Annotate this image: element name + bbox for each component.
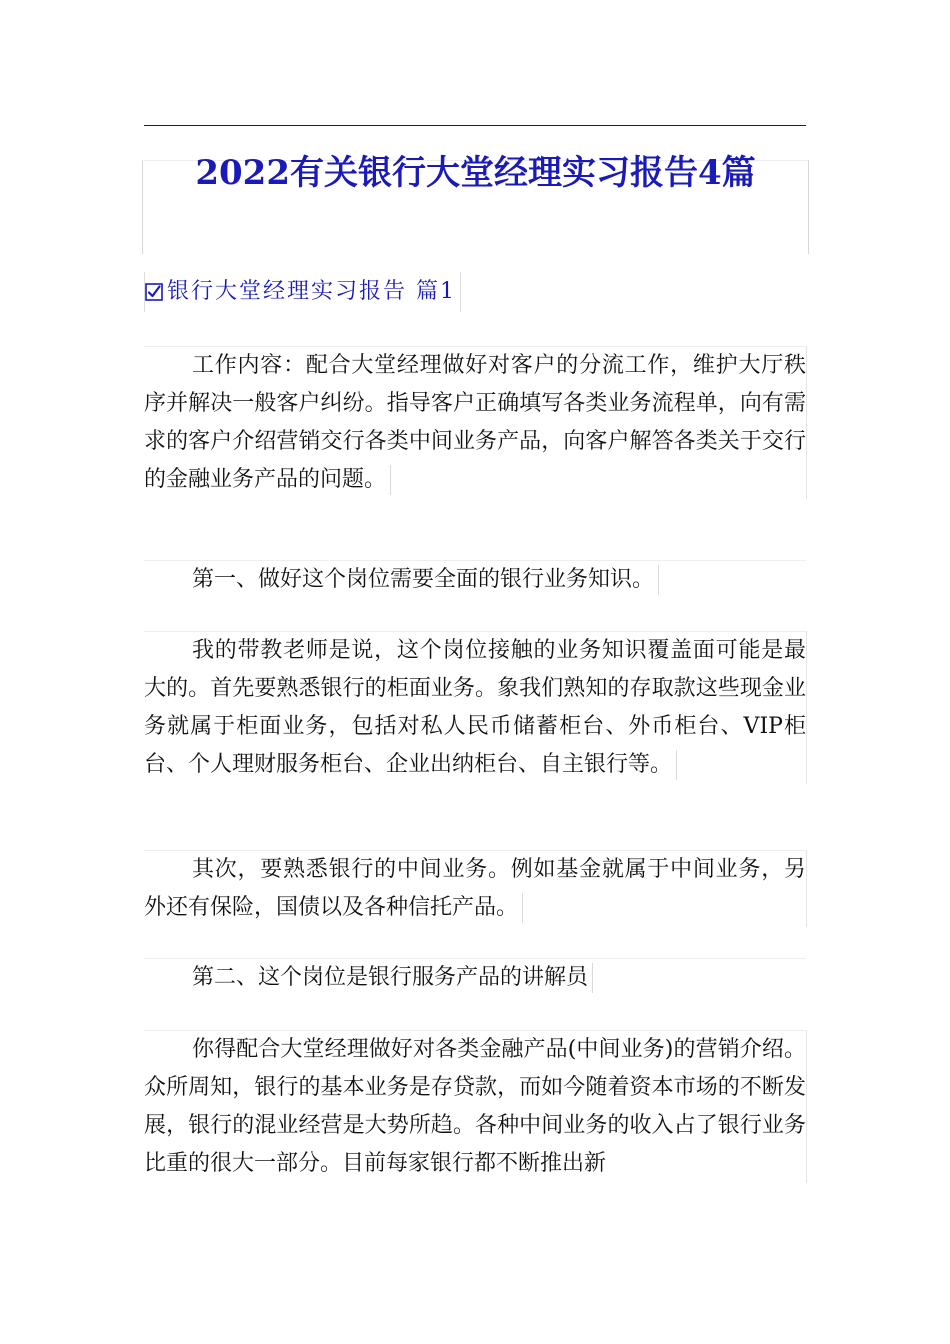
checkbox-checked-icon [145,283,163,301]
header-rule [144,125,806,126]
paragraph-point-two [144,958,806,997]
paragraph-intermediate-business [144,850,807,927]
paragraph-end-mark [658,565,659,595]
paragraph-end-mark [522,893,523,923]
section-heading-text: 银行大堂经理实习报告 篇1 [167,279,456,304]
paragraph-end-mark [390,465,391,495]
paragraph-point-one [144,560,806,599]
section-heading [144,272,461,312]
paragraph-counter-business [144,631,807,784]
paragraph-end-mark [592,963,593,993]
paragraph-work-content [144,346,807,499]
paragraph-text: 工作内容：配合大堂经理做好对客户的分流工作，维护大厅秩序并解决一般客户纠纷。指导客户正确填写各类业务流程单，向有需求的客户介绍营销交行各类中间业务产品，向客户解答各类关于交行的金融业务产品的问题。 [144,353,806,492]
document-title: 2022有关银行大堂经理实习报告4篇 [195,153,756,193]
paragraph-text: 我的带教老师是说，这个岗位接触的业务知识覆盖面可能是最大的。首先要熟悉银行的柜面业务。象我们熟知的存取款这些现金业务就属于柜面业务，包括对私人民币储蓄柜台、外币柜台、VIP柜台、个人理财服务柜台、企业出纳柜台、自主银行等。 [144,638,806,777]
paragraph-text: 第二、这个岗位是银行服务产品的讲解员 [192,965,589,990]
paragraph-text: 其次，要熟悉银行的中间业务。例如基金就属于中间业务，另外还有保险，国债以及各种信托产品。 [144,857,806,920]
paragraph-product-marketing [144,1030,807,1183]
paragraph-text: 第一、做好这个岗位需要全面的银行业务知识。 [192,567,655,592]
paragraph-end-mark [676,750,677,780]
paragraph-text: 你得配合大堂经理做好对各类金融产品(中间业务)的营销介绍。众所周知，银行的基本业务是存贷款，而如今随着资本市场的不断发展，银行的混业经营是大势所趋。各种中间业务的收入占了银行业务比重的很大一部分。目前每家银行都不断推出新 [144,1037,806,1176]
